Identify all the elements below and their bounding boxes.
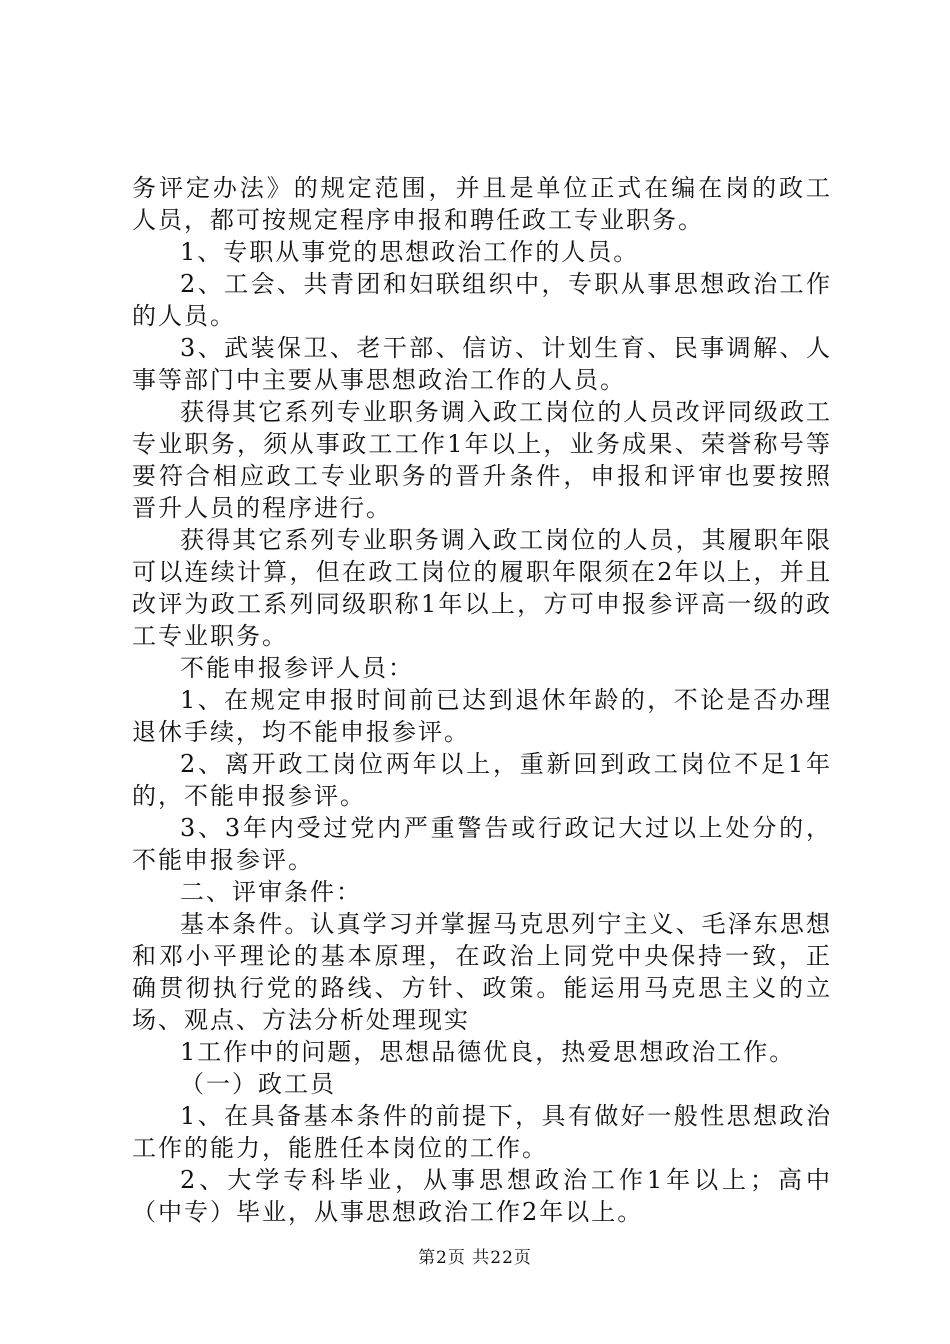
paragraph-7: 不能申报参评人员： bbox=[180, 654, 414, 682]
section-heading: 二、评审条件： bbox=[180, 878, 362, 906]
paragraph-13: 1工作中的问题，思想品德优良，热爱思想政治工作。 bbox=[180, 1038, 796, 1066]
document-body bbox=[132, 172, 832, 1228]
page-number-footer: 第2页 共22页 bbox=[418, 1248, 532, 1268]
paragraph-3: 2、工会、共青团和妇联组织中，专职从事思想政治工作的人员。 bbox=[132, 270, 832, 330]
paragraph-6: 获得其它系列专业职务调入政工岗位的人员，其履职年限可以连续计算，但在政工岗位的履职年限须在2年以上，并且改评为政工系列同级职称1年以上，方可申报参评高一级的政工专业职务。 bbox=[132, 526, 832, 650]
paragraph-10: 3、3年内受过党内严重警告或行政记大过以上处分的，不能申报参评。 bbox=[132, 814, 832, 874]
paragraph-8: 1、在规定申报时间前已达到退休年龄的，不论是否办理退休手续，均不能申报参评。 bbox=[132, 686, 832, 746]
paragraph-16: 2、大学专科毕业，从事思想政治工作1年以上；高中（中专）毕业，从事思想政治工作2年以上。 bbox=[132, 1166, 832, 1226]
paragraph-12: 基本条件。认真学习并掌握马克思列宁主义、毛泽东思想和邓小平理论的基本原理，在政治上同党中央保持一致，正确贯彻执行党的路线、方针、政策。能运用马克思主义的立场、观点、方法分析处理现实 bbox=[132, 910, 832, 1034]
paragraph-4: 3、武装保卫、老干部、信访、计划生育、民事调解、人事等部门中主要从事思想政治工作的人员。 bbox=[132, 334, 832, 394]
paragraph-5: 获得其它系列专业职务调入政工岗位的人员改评同级政工专业职务，须从事政工工作1年以上，业务成果、荣誉称号等要符合相应政工专业职务的晋升条件，申报和评审也要按照晋升人员的程序进行。 bbox=[132, 398, 832, 522]
paragraph-9: 2、离开政工岗位两年以上，重新回到政工岗位不足1年的，不能申报参评。 bbox=[132, 750, 832, 810]
paragraph-15: 1、在具备基本条件的前提下，具有做好一般性思想政治工作的能力，能胜任本岗位的工作。 bbox=[132, 1102, 832, 1162]
paragraph-1: 务评定办法》的规定范围，并且是单位正式在编在岗的政工人员，都可按规定程序申报和聘任政工专业职务。 bbox=[132, 174, 832, 234]
subsection-heading: （一）政工员 bbox=[180, 1070, 336, 1098]
paragraph-2: 1、专职从事党的思想政治工作的人员。 bbox=[180, 238, 640, 266]
